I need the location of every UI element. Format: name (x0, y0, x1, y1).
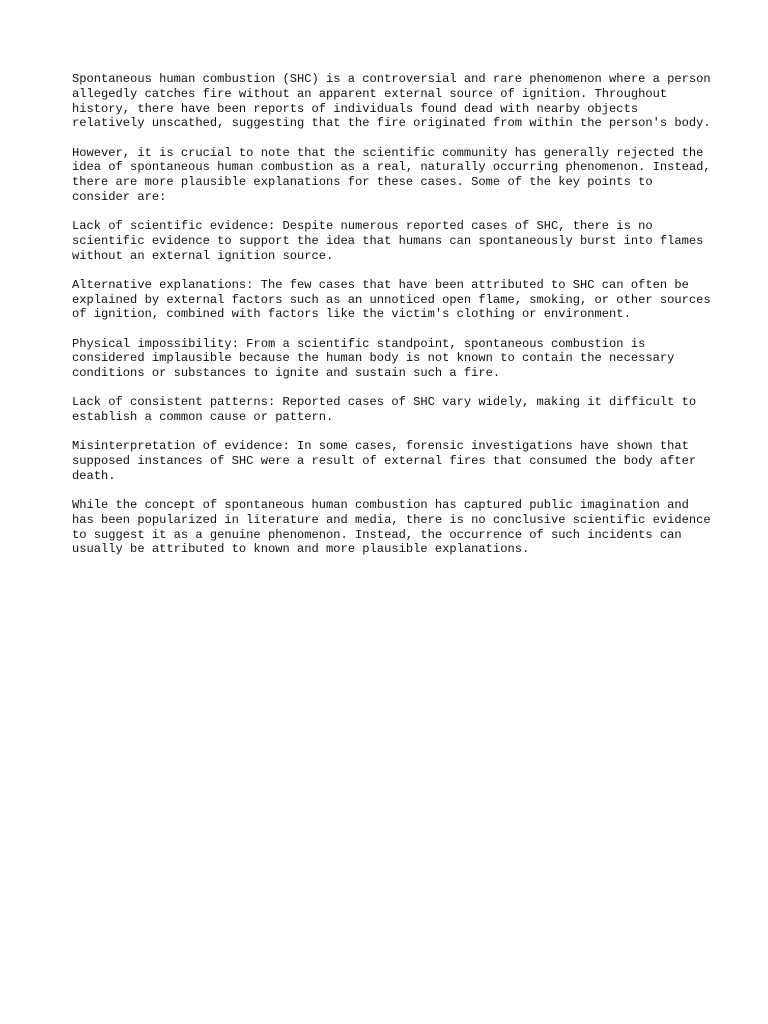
paragraph-misinterpretation: Misinterpretation of evidence: In some cases, forensic investigations have shown that supposed instances of SHC were a result of external fires that consumed the body after death. (72, 439, 697, 483)
paragraph-intro: Spontaneous human combustion (SHC) is a controversial and rare phenomenon where a person allegedly catches fire without an apparent external source of ignition. Throughout history, there have been reports of individuals found dead with nearby objects relatively unscathed, suggesting that the fire originated from within the person's body. (72, 72, 711, 131)
paragraph-scientific-view: However, it is crucial to note that the scientific community has generally rejected the idea of spontaneous human combustion as a real, naturally occurring phenomenon. Instead, there are more plausible explanations for these cases. Some of the key points to consider are: (72, 145, 711, 204)
paragraph-alternative-explanations: Alternative explanations: The few cases that have been attributed to SHC can often be explained by external factors such as an unnoticed open flame, smoking, or other sources of ignition, combined with factors like the victim's clothing or environment. (72, 277, 711, 322)
paragraph-conclusion: While the concept of spontaneous human combustion has captured public imagination and has been popularized in literature and media, there is no conclusive scientific evidence to suggest it as a genuine phenomenon. Instead, the occurrence of such incidents can usually be attributed to known and more plausible explanations. (72, 498, 711, 557)
paragraph-lack-of-evidence: Lack of scientific evidence: Despite numerous reported cases of SHC, there is no scientific evidence to support the idea that humans can spontaneously burst into flames without an external ignition source. (72, 219, 704, 263)
paragraph-physical-impossibility: Physical impossibility: From a scientific standpoint, spontaneous combustion is considered implausible because the human body is not known to contain the necessary conditions or substances to ignite and sustain such a fire. (72, 336, 675, 380)
document-page (72, 72, 712, 572)
paragraph-consistent-patterns: Lack of consistent patterns: Reported cases of SHC vary widely, making it difficult to establish a common cause or pattern. (72, 395, 697, 424)
